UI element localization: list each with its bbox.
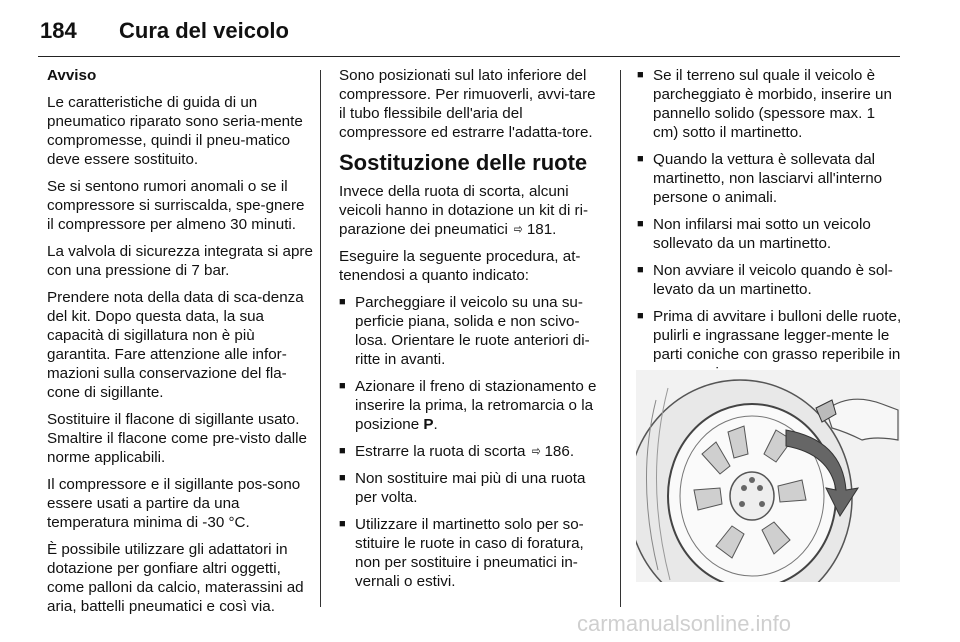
page-title: Cura del veicolo xyxy=(119,18,289,43)
section-heading: Sostituzione delle ruote xyxy=(339,150,588,175)
header-rule xyxy=(38,56,900,57)
paragraph: Invece della ruota di scorta, alcuni veicoli hanno in dotazione un kit di ri-parazione dei pneumatici ⇨ 181. xyxy=(339,183,589,238)
wheel-illustration-icon xyxy=(636,370,900,582)
paragraph: Il compressore e il sigillante pos-sono essere usati a partire da una temperatura minima di -30 °C. xyxy=(47,476,301,531)
list-item: ■ Parcheggiare il veicolo su una su-perficie piana, solida e non scivo-losa. Orientare le ruote anteriori di-ritte in avanti. xyxy=(339,293,605,369)
paragraph: Eseguire la seguente procedura, at-tenendosi a quanto indicato: xyxy=(339,248,581,284)
column-left xyxy=(47,66,313,624)
page-ref-link[interactable]: 181 xyxy=(526,221,553,238)
column-divider xyxy=(320,70,321,607)
watermark: carmanualsonline.info xyxy=(577,611,792,636)
list-item: ■ Azionare il freno di stazionamento e inserire la prima, la retromarcia o la posizione P. xyxy=(339,377,605,434)
paragraph: Sono posizionati sul lato inferiore del compressore. Per rimuoverli, avvi-tare il tubo flessibile dell'aria del compressore ed estrarre l'adatta-tore. xyxy=(339,67,596,141)
list-item: ■ Estrarre la ruota di scorta ⇨ 186. xyxy=(339,442,605,461)
note-title: Avviso xyxy=(47,67,97,84)
paragraph: È possibile utilizzare gli adattatori in dotazione per gonfiare altri oggetti, come palloni da calcio, materassini ad aria, battelli pneumatici e così via. xyxy=(47,541,304,615)
paragraph-text: Invece della ruota di scorta, alcuni veicoli hanno in dotazione un kit di ri-parazione dei pneumatici xyxy=(339,183,589,238)
procedure-list xyxy=(339,293,605,591)
column-divider xyxy=(620,70,621,607)
paragraph: Se si sentono rumori anomali o se il compressore si surriscalda, spe-gnere il compressore per almeno 30 minuti. xyxy=(47,178,305,233)
safety-list xyxy=(637,66,903,383)
note-text: Le caratteristiche di guida di un pneumatico riparato sono seria-mente compromesse, quindi il pneu-matico deve essere sostituito. xyxy=(47,94,303,168)
column-right xyxy=(637,66,903,391)
paragraph: La valvola di sicurezza integrata si apre con una pressione di 7 bar. xyxy=(47,243,313,279)
list-item: ■ Non avviare il veicolo quando è sol-levato da un martinetto. xyxy=(637,261,903,299)
gear-position-label: P xyxy=(423,416,434,433)
page-ref-link[interactable]: 186 xyxy=(544,443,570,460)
page-ref-arrow-icon: ⇨ xyxy=(531,443,541,460)
page-number: 184 xyxy=(40,18,77,43)
list-item: ■ Utilizzare il martinetto solo per so-stituire le ruote in caso di foratura, non per sostituire i pneumatici in-vernali o estivi. xyxy=(339,515,605,591)
list-item: ■ Non infilarsi mai sotto un veicolo sollevato da un martinetto. xyxy=(637,215,903,253)
list-item: ■ Non sostituire mai più di una ruota per volta. xyxy=(339,469,605,507)
paragraph: Sostituire il flacone di sigillante usato. Smaltire il flacone come pre-visto dalle norme applicabili. xyxy=(47,411,307,466)
list-item: ■ Quando la vettura è sollevata dal martinetto, non lasciarvi all'interno persone o animali. xyxy=(637,150,903,207)
paragraph: Prendere nota della data di sca-denza del kit. Dopo questa data, la sua capacità di sigillatura non è più garantita. Fare attenzione alle infor-mazioni sulla conservazione del fla-cone di sigillante. xyxy=(47,289,304,401)
wheel-cover-illustration xyxy=(636,370,900,582)
column-middle xyxy=(339,66,605,599)
page-ref-arrow-icon: ⇨ xyxy=(514,221,523,238)
list-item: ■ Prima di avvitare i bulloni delle ruote, pulirli e ingrassane legger-mente le parti coniche con grasso reperibile in xyxy=(637,307,903,383)
list-item: ■ Se il terreno sul quale il veicolo è parcheggiato è morbido, inserire un pannello solido (spessore max. 1 cm) sotto il martinetto. xyxy=(637,66,903,142)
